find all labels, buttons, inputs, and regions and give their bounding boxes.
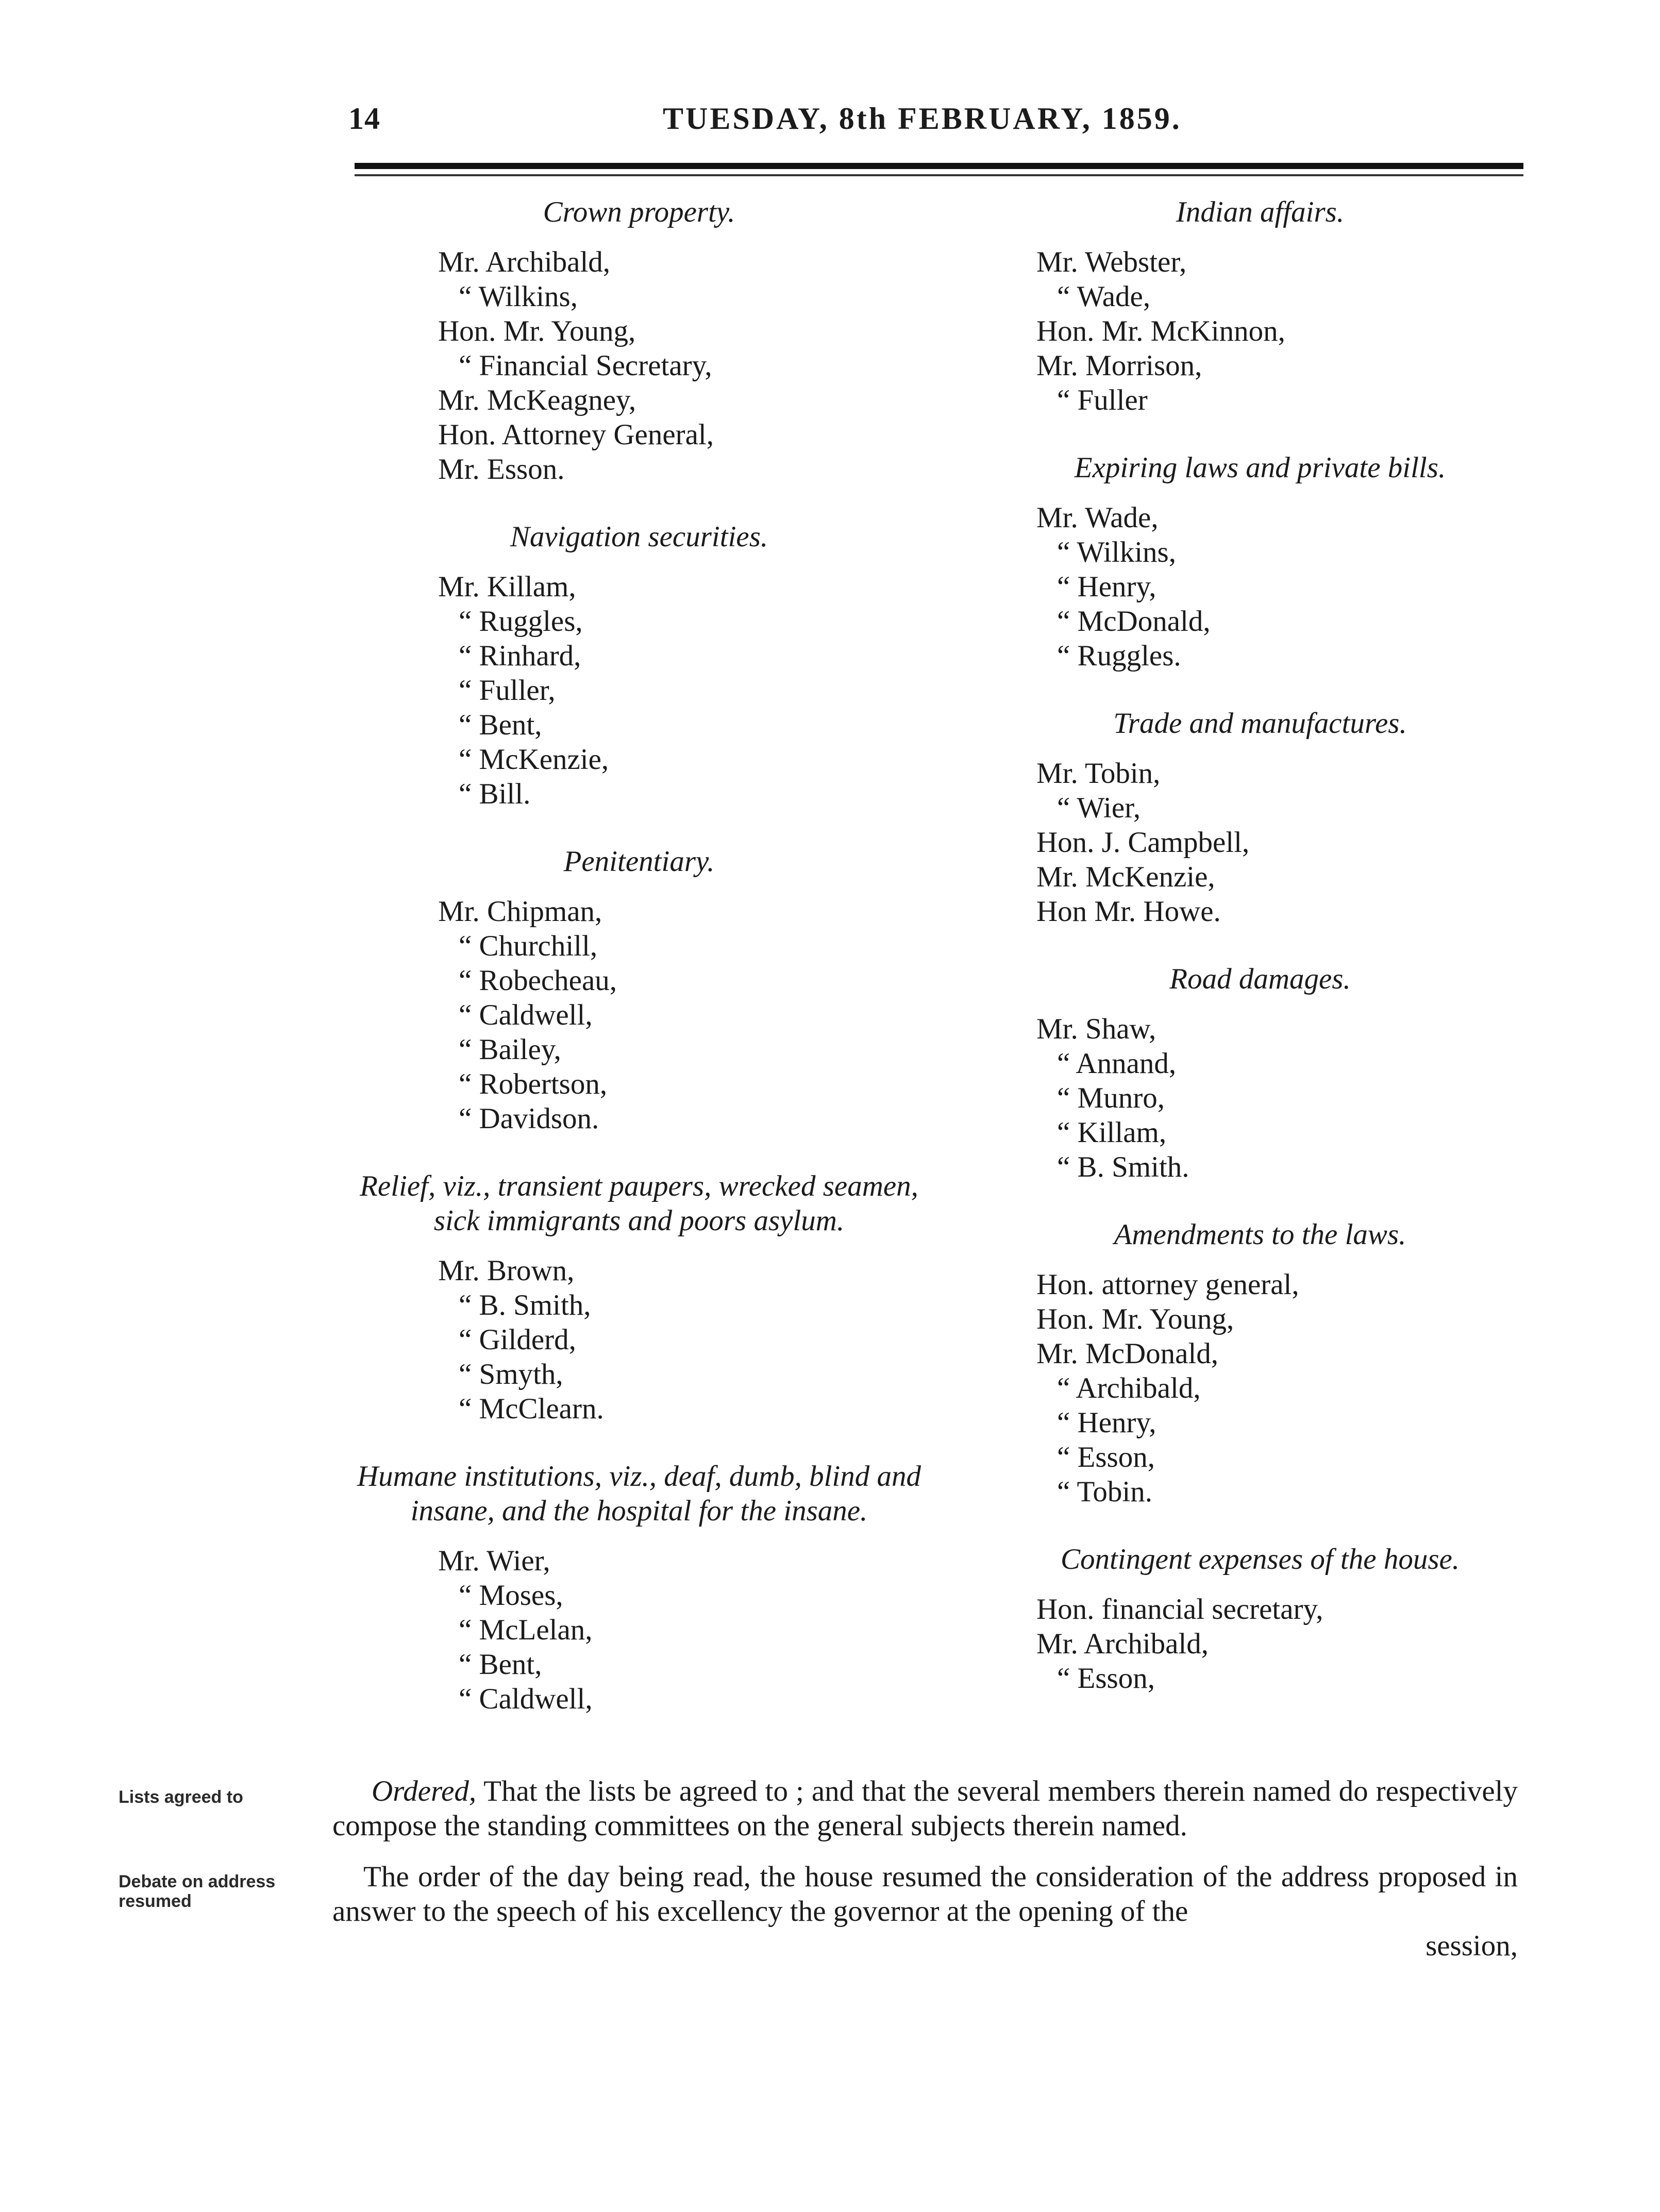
member: “ Wier,: [1057, 792, 1141, 824]
member: Hon. Mr. Young,: [1036, 1303, 1234, 1335]
member: “ Caldwell,: [459, 1683, 593, 1715]
member: Hon. Mr. McKinnon,: [1036, 315, 1285, 347]
member: “ Fuller,: [459, 674, 556, 707]
member-list: [1002, 756, 1518, 929]
member-list: [1002, 1267, 1518, 1509]
member-list: [340, 1544, 938, 1716]
member: “ Killam,: [1057, 1116, 1167, 1149]
member: Mr. Wade,: [1036, 501, 1159, 534]
member: Hon. J. Campbell,: [1036, 826, 1250, 859]
member: “ Wilkins,: [1057, 536, 1176, 568]
right-column: [1002, 195, 1518, 1729]
paragraph-order-of-day: [332, 1859, 1518, 1963]
member: “ Tobin.: [1057, 1476, 1152, 1508]
committee-road-damages: [1002, 962, 1518, 1184]
order-of-day-text: The order of the day being read, the house resumed the consideration of the address proposed in answer to the speech of his excellency the governor at the opening of the: [332, 1861, 1518, 1928]
committee-heading: Crown property.: [543, 196, 735, 228]
member: Hon. Mr. Young,: [438, 315, 636, 347]
committee-heading: Trade and manufactures.: [1113, 707, 1407, 740]
member-list: [1002, 500, 1518, 673]
committee-crown-property: [340, 195, 938, 487]
ordered-lead: Ordered,: [372, 1775, 477, 1807]
member: “ Annand,: [1057, 1047, 1177, 1080]
committee-heading: Relief, viz., transient paupers, wrecked seamen, sick immigrants and poors asylum.: [360, 1170, 918, 1237]
committee-navigation-securities: [340, 520, 938, 811]
member: Mr. McKeagney,: [438, 384, 636, 416]
member: Mr. Webster,: [1036, 246, 1187, 278]
member: “ Munro,: [1057, 1082, 1165, 1114]
member: Mr. Tobin,: [1036, 757, 1161, 790]
member: Mr. Wier,: [438, 1545, 550, 1577]
member: Hon. Attorney General,: [438, 418, 714, 451]
committee-amendments-to-laws: [1002, 1217, 1518, 1509]
member: Mr. Archibald,: [1036, 1628, 1209, 1660]
committee-heading: Contingent expenses of the house.: [1060, 1543, 1460, 1576]
member: Mr. Shaw,: [1036, 1013, 1156, 1045]
order-of-day-last-line: session,: [1426, 1930, 1518, 1962]
member: “ B. Smith.: [1057, 1151, 1189, 1183]
member: “ Bent,: [459, 1648, 542, 1681]
member: “ Moses,: [459, 1579, 563, 1612]
member: Mr. Chipman,: [438, 895, 602, 928]
member: “ B. Smith,: [459, 1289, 591, 1321]
header-rule-thin: [355, 174, 1523, 176]
member: “ Esson,: [1057, 1662, 1155, 1695]
member-list: [1002, 1592, 1518, 1696]
committee-humane-institutions: [340, 1459, 938, 1716]
margin-note-line: resumed: [119, 1891, 192, 1911]
member: Mr. Morrison,: [1036, 349, 1202, 382]
member: “ Ruggles,: [459, 605, 583, 638]
committee-heading: Expiring laws and private bills.: [1074, 451, 1446, 484]
member: “ McClearn.: [459, 1393, 604, 1425]
left-column: [340, 195, 938, 1749]
header-rule-thick: [355, 163, 1523, 169]
margin-note-debate-resumed: [119, 1872, 275, 1911]
member: “ Churchill,: [459, 930, 598, 962]
member-list: [340, 894, 938, 1136]
member: “ Esson,: [1057, 1441, 1155, 1473]
member: “ McKenzie,: [459, 743, 609, 776]
committee-heading: Indian affairs.: [1176, 196, 1345, 228]
member: “ Henry,: [1057, 1406, 1156, 1439]
member-list: [340, 245, 938, 487]
member: Mr. Killam,: [438, 571, 576, 603]
member: “ Henry,: [1057, 571, 1156, 603]
member: “ Caldwell,: [459, 999, 593, 1031]
member: “ Robertson,: [459, 1068, 608, 1100]
ordered-text: That the lists be agreed to ; and that the several members therein named do respectively compose the standing committees on the general subjects therein named.: [332, 1775, 1518, 1842]
member: “ Financial Secretary,: [459, 349, 712, 382]
member: Mr. McDonald,: [1036, 1337, 1219, 1370]
committee-contingent-expenses: [1002, 1542, 1518, 1696]
committee-heading: Humane institutions, viz., deaf, dumb, blind and insane, and the hospital for the insane.: [357, 1460, 921, 1527]
member: “ Ruggles.: [1057, 640, 1181, 672]
member: “ Gilderd,: [459, 1323, 576, 1356]
member: “ Robecheau,: [459, 964, 617, 997]
committee-heading: Road damages.: [1169, 963, 1351, 995]
member: “ Fuller: [1057, 384, 1148, 416]
committee-heading: Penitentiary.: [563, 845, 715, 878]
member: Mr. Esson.: [438, 453, 565, 485]
committee-heading: Navigation securities.: [510, 521, 768, 553]
member: “ McDonald,: [1057, 605, 1211, 638]
running-head: TUESDAY, 8th FEBRUARY, 1859.: [663, 102, 1182, 136]
committee-relief: [340, 1169, 938, 1426]
committee-trade-manufactures: [1002, 706, 1518, 929]
margin-note-line: Debate on address: [119, 1872, 276, 1891]
member: Hon. financial secretary,: [1036, 1593, 1323, 1626]
member: Mr. McKenzie,: [1036, 861, 1215, 893]
member-list: [340, 569, 938, 811]
committee-penitentiary: [340, 844, 938, 1136]
member: Hon. attorney general,: [1036, 1268, 1299, 1301]
member-list: [1002, 1012, 1518, 1184]
member: “ Davidson.: [459, 1102, 599, 1135]
committee-heading: Amendments to the laws.: [1114, 1218, 1406, 1251]
member: “ Archibald,: [1057, 1372, 1201, 1404]
member: “ Wade,: [1057, 280, 1151, 313]
member-list: [340, 1253, 938, 1426]
member: “ Smyth,: [459, 1358, 563, 1390]
member-list: [1002, 245, 1518, 417]
member: Mr. Brown,: [438, 1254, 575, 1287]
member: “ McLelan,: [459, 1614, 593, 1646]
committee-expiring-laws: [1002, 450, 1518, 673]
member: Hon Mr. Howe.: [1036, 895, 1221, 928]
margin-note-lists-agreed: Lists agreed to: [119, 1787, 243, 1807]
member: “ Bill.: [459, 778, 531, 810]
member: “ Wilkins,: [459, 280, 578, 313]
member: “ Rinhard,: [459, 640, 581, 672]
committee-indian-affairs: [1002, 195, 1518, 417]
member: Mr. Archibald,: [438, 246, 611, 278]
member: “ Bent,: [459, 709, 542, 741]
paragraph-ordered: [332, 1774, 1518, 1843]
member: “ Bailey,: [459, 1033, 561, 1066]
page-number: 14: [348, 102, 380, 136]
